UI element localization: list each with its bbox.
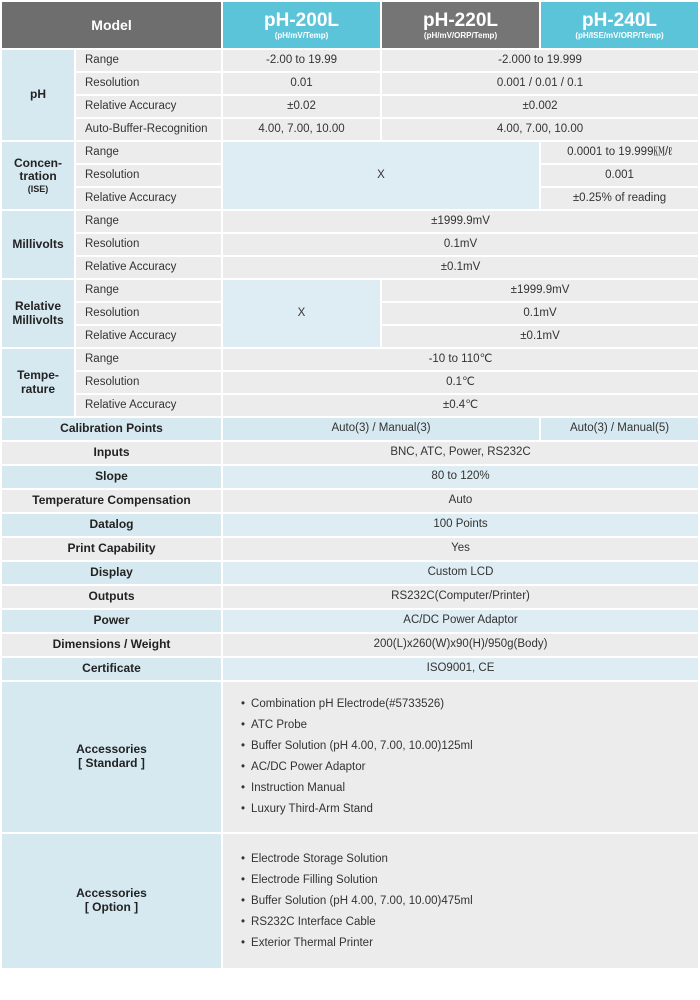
row-label: Datalog: [2, 514, 221, 536]
calibration-row: [2, 418, 698, 440]
cell-value: 200(L)x260(W)x90(H)/950g(Body): [223, 634, 698, 656]
model-sub: (pH/mV/Temp): [274, 30, 329, 40]
ph-row: [2, 119, 698, 140]
model-name: pH-220L: [423, 9, 498, 31]
not-available-cell: X: [223, 280, 380, 347]
accessories-option-list: [223, 834, 698, 968]
cell-value: ±0.1mV: [382, 326, 698, 347]
accessories-label-line: [ Standard ]: [78, 756, 145, 770]
ph-group-label: pH: [2, 50, 74, 140]
row-label: Display: [2, 562, 221, 584]
header-row: [2, 2, 698, 48]
cell-value: 0.001: [541, 165, 698, 186]
temperature-group-label: [2, 349, 74, 416]
ph-row: [2, 96, 698, 117]
group-label-line: Tempe-: [17, 367, 59, 382]
model-name: pH-200L: [264, 9, 339, 31]
spec-row-temp-comp: [2, 490, 698, 512]
row-label: Power: [2, 610, 221, 632]
ph-row: [2, 73, 698, 94]
cell-value: ISO9001, CE: [223, 658, 698, 680]
row-label: Range: [76, 349, 221, 370]
cell-value: BNC, ATC, Power, RS232C: [223, 442, 698, 464]
temperature-row: [2, 372, 698, 393]
row-label: Range: [76, 142, 221, 163]
cell-value: 0.0001 to 19.999㏎/ℓ: [541, 142, 698, 163]
cell-value: AC/DC Power Adaptor: [223, 610, 698, 632]
row-label: Relative Accuracy: [76, 395, 221, 416]
accessories-standard-list: [223, 682, 698, 832]
cell-value: -2.000 to 19.999: [382, 50, 698, 71]
model-name: pH-240L: [582, 9, 657, 31]
cell-value: -2.00 to 19.99: [223, 50, 380, 71]
row-label: Range: [76, 50, 221, 71]
cell-value: Auto: [223, 490, 698, 512]
accessories-standard-label: [2, 682, 221, 832]
group-label-line: tration: [19, 169, 57, 184]
cell-value: 0.1℃: [223, 372, 698, 393]
cell-value: RS232C(Computer/Printer): [223, 586, 698, 608]
accessories-standard-row: [2, 682, 698, 832]
group-label-line: Relative: [14, 298, 62, 313]
cell-value: ±1999.9mV: [223, 211, 698, 232]
group-label-line: Concen-: [14, 155, 62, 170]
list-item: • Electrode Storage Solution: [241, 849, 698, 870]
cell-value: 100 Points: [223, 514, 698, 536]
cell-value: ±0.002: [382, 96, 698, 117]
cell-value: Custom LCD: [223, 562, 698, 584]
row-label: Resolution: [76, 372, 221, 393]
row-label: Print Capability: [2, 538, 221, 560]
model-sub: (pH/ISE/mV/ORP/Temp): [575, 30, 664, 40]
spec-row-slope: [2, 466, 698, 488]
group-label-line: Millivolts: [12, 312, 64, 327]
group-label-note: (ISE): [27, 184, 49, 195]
row-label: Resolution: [76, 165, 221, 186]
row-label: Calibration Points: [2, 418, 221, 440]
row-label: Temperature Compensation: [2, 490, 221, 512]
list-item: • ATC Probe: [241, 715, 698, 736]
cell-value: 0.1mV: [382, 303, 698, 324]
cell-value: 4.00, 7.00, 10.00: [382, 119, 698, 140]
row-label: Relative Accuracy: [76, 326, 221, 347]
row-label: Relative Accuracy: [76, 257, 221, 278]
millivolts-row: [2, 234, 698, 255]
accessories-label-line: [ Option ]: [84, 900, 139, 914]
group-label-line: rature: [20, 381, 55, 396]
millivolts-row: [2, 211, 698, 232]
accessories-option-row: [2, 834, 698, 968]
row-label: Relative Accuracy: [76, 188, 221, 209]
cell-value: ±1999.9mV: [382, 280, 698, 301]
cell-value: Yes: [223, 538, 698, 560]
row-label: Relative Accuracy: [76, 96, 221, 117]
spec-row-print: [2, 538, 698, 560]
cell-value: 80 to 120%: [223, 466, 698, 488]
list-item: • Instruction Manual: [241, 778, 698, 799]
concentration-group-label: [2, 142, 74, 209]
list-item: • Buffer Solution (pH 4.00, 7.00, 10.00)475ml: [241, 891, 698, 912]
model-header: Model: [2, 2, 221, 48]
temperature-row: [2, 395, 698, 416]
ph-row: [2, 50, 698, 71]
relative-millivolts-row: [2, 280, 698, 301]
cell-value: 0.1mV: [223, 234, 698, 255]
accessories-label-line: Accessories: [76, 742, 147, 757]
model-ph200l: [223, 2, 380, 48]
spec-row-inputs: [2, 442, 698, 464]
spec-row-outputs: [2, 586, 698, 608]
spec-row-certificate: [2, 658, 698, 680]
list-item: • Exterior Thermal Printer: [241, 933, 698, 954]
row-label: Range: [76, 211, 221, 232]
list-item: • AC/DC Power Adaptor: [241, 757, 698, 778]
list-item: • Combination pH Electrode(#5733526): [241, 694, 698, 715]
cell-value: ±0.25% of reading: [541, 188, 698, 209]
list-item: • Luxury Third-Arm Stand: [241, 799, 698, 820]
not-available-cell: X: [223, 142, 539, 209]
cell-value: ±0.1mV: [223, 257, 698, 278]
cell-value: ±0.02: [223, 96, 380, 117]
spec-row-dimensions: [2, 634, 698, 656]
cell-value: 0.001 / 0.01 / 0.1: [382, 73, 698, 94]
row-label: Resolution: [76, 303, 221, 324]
accessories-option-label: [2, 834, 221, 968]
list-item: • RS232C Interface Cable: [241, 912, 698, 933]
row-label: Auto-Buffer-Recognition: [76, 119, 221, 140]
concentration-row: [2, 142, 698, 163]
row-label: Slope: [2, 466, 221, 488]
model-ph220l: [382, 2, 539, 48]
cell-value: -10 to 110℃: [223, 349, 698, 370]
cell-value: 4.00, 7.00, 10.00: [223, 119, 380, 140]
temperature-row: [2, 349, 698, 370]
row-label: Certificate: [2, 658, 221, 680]
cell-value: Auto(3) / Manual(5): [541, 418, 698, 440]
row-label: Resolution: [76, 73, 221, 94]
spec-row-power: [2, 610, 698, 632]
millivolts-group-label: Millivolts: [2, 211, 74, 278]
accessories-label-line: Accessories: [76, 886, 147, 901]
row-label: Inputs: [2, 442, 221, 464]
millivolts-row: [2, 257, 698, 278]
row-label: Resolution: [76, 234, 221, 255]
spec-row-datalog: [2, 514, 698, 536]
cell-value: Auto(3) / Manual(3): [223, 418, 539, 440]
list-item: • Electrode Filling Solution: [241, 870, 698, 891]
model-ph240l: [541, 2, 698, 48]
spec-row-display: [2, 562, 698, 584]
list-item: • Buffer Solution (pH 4.00, 7.00, 10.00)125ml: [241, 736, 698, 757]
row-label: Outputs: [2, 586, 221, 608]
row-label: Range: [76, 280, 221, 301]
cell-value: 0.01: [223, 73, 380, 94]
cell-value: ±0.4℃: [223, 395, 698, 416]
row-label: Dimensions / Weight: [2, 634, 221, 656]
model-sub: (pH/mV/ORP/Temp): [423, 30, 498, 40]
relative-millivolts-group-label: [2, 280, 74, 347]
